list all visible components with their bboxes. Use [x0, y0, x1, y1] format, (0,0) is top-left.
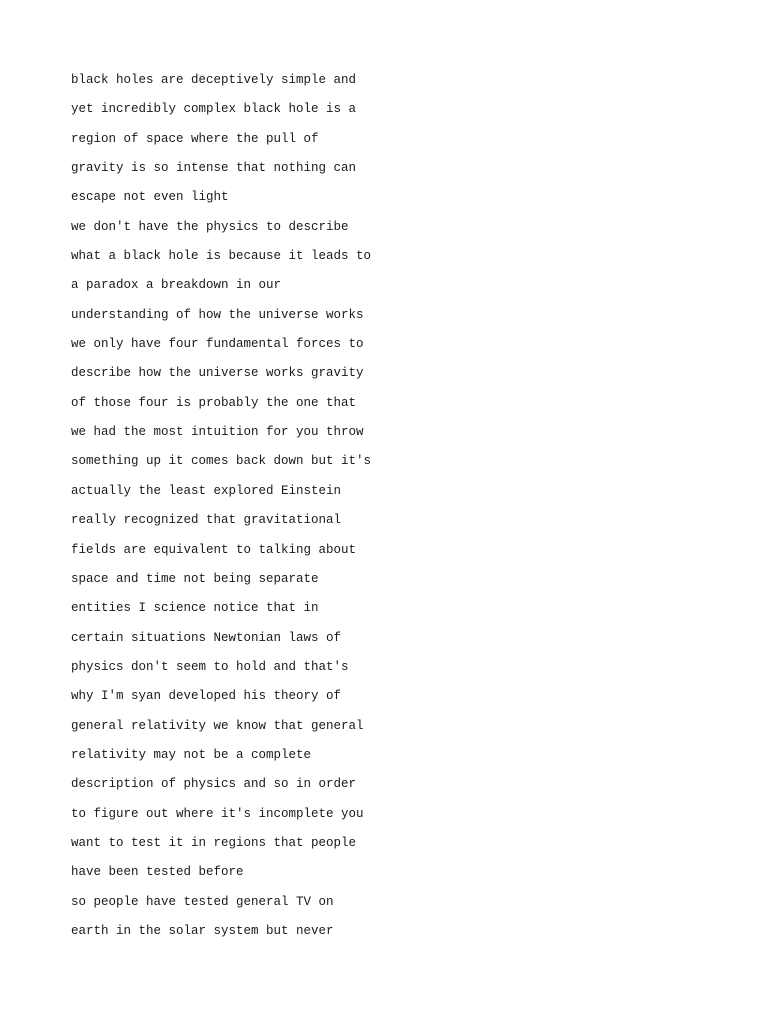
- text-line: actually the least explored Einstein: [71, 483, 342, 498]
- text-line: of those four is probably the one that: [71, 395, 357, 410]
- text-line: so people have tested general TV on: [71, 894, 334, 909]
- text-line: really recognized that gravitational: [71, 513, 342, 528]
- text-line: have been tested before: [71, 865, 244, 880]
- text-line: something up it comes back down but it's: [71, 454, 372, 469]
- text-line: why I'm syan developed his theory of: [71, 689, 342, 704]
- text-line: entities I science notice that in: [71, 601, 319, 616]
- text-line: earth in the solar system but never: [71, 923, 334, 938]
- text-line: yet incredibly complex black hole is a: [71, 102, 357, 117]
- transcript-text: [71, 69, 371, 949]
- text-line: physics don't seem to hold and that's: [71, 659, 349, 674]
- text-line: description of physics and so in order: [71, 777, 357, 792]
- text-line: we only have four fundamental forces to: [71, 337, 364, 352]
- text-line: certain situations Newtonian laws of: [71, 630, 342, 645]
- text-line: relativity may not be a complete: [71, 747, 312, 762]
- text-line: gravity is so intense that nothing can: [71, 161, 357, 176]
- text-line: escape not even light: [71, 190, 229, 205]
- text-line: describe how the universe works gravity: [71, 366, 364, 381]
- text-line: want to test it in regions that people: [71, 835, 357, 850]
- text-line: understanding of how the universe works: [71, 307, 364, 322]
- text-line: we don't have the physics to describe: [71, 219, 349, 234]
- text-line: fields are equivalent to talking about: [71, 542, 357, 557]
- text-line: region of space where the pull of: [71, 131, 319, 146]
- text-line: black holes are deceptively simple and: [71, 73, 357, 87]
- text-line: general relativity we know that general: [71, 718, 364, 733]
- text-line: we had the most intuition for you throw: [71, 425, 364, 440]
- text-line: to figure out where it's incomplete you: [71, 806, 364, 821]
- text-line: space and time not being separate: [71, 571, 319, 586]
- text-line: what a black hole is because it leads to: [71, 249, 372, 264]
- text-line: a paradox a breakdown in our: [71, 278, 282, 293]
